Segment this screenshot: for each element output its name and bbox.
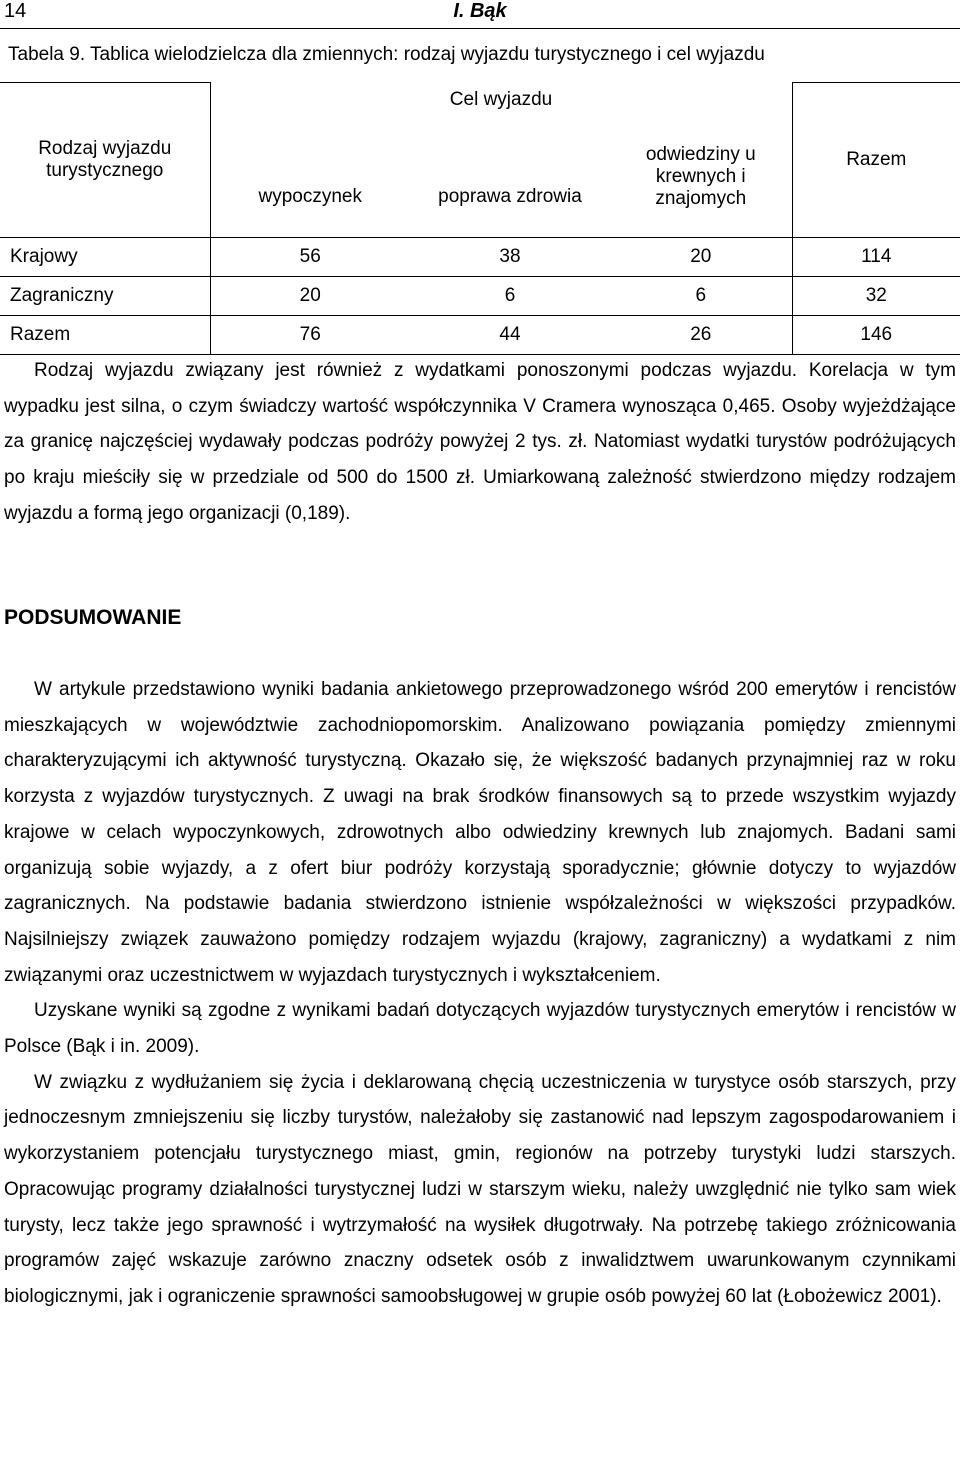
paragraph: Rodzaj wyjazdu związany jest również z wydatkami ponoszonymi podczas wyjazdu. Korelacja w tym wypadku jest silna, o czym świadczy wartość współczynnika V Cramera wynosząca 0,465. Osoby wyjeżdżające za granicę najczęściej wydawały podczas podróży powyżej 2 tys. zł. Natomiast wydatki turystów podróżujących po kraju mieściły się w przedziale od 500 do 1500 zł. Umiarkowaną zależność stwierdzono między rodzajem wyjazdu a formą jego organizacji (0,189). (4, 360, 956, 524)
row-header: Rodzaj wyjazdu turystycznego (38, 137, 172, 181)
page-number: 14 (4, 0, 27, 22)
row-label-krajowy: Krajowy (0, 237, 210, 276)
row-header-cell (0, 83, 210, 238)
table-cell: 6 (410, 276, 610, 315)
table-cell: 56 (210, 237, 410, 276)
body-paragraph-1 (4, 353, 956, 532)
row-label-zagraniczny: Zagraniczny (0, 276, 210, 315)
table-cell: 146 (792, 315, 960, 354)
table-cell: 26 (610, 315, 792, 354)
row-label-razem: Razem (0, 315, 210, 354)
table-cell: 20 (610, 237, 792, 276)
section-heading: PODSUMOWANIE (4, 606, 182, 629)
col-header-wypoczynek: wypoczynek (258, 185, 362, 207)
group-header: Cel wyjazdu (449, 88, 553, 110)
total-header: Razem (792, 83, 960, 238)
col-header-poprawa-zdrowia: poprawa zdrowia (438, 185, 582, 207)
table-cell: 76 (210, 315, 410, 354)
table-cell: 114 (792, 237, 960, 276)
page-header (0, 0, 960, 29)
summary-paragraph-3: W związku z wydłużaniem się życia i deklarowaną chęcią uczestniczenia w turystyce osób starszych, przy jednoczesnym zmniejszeniu się liczby turystów, należałoby się zastanowić nad lepszym zagospodarowaniem i wykorzystaniem potencjału turystycznego miast, gmin, regionów na potrzeby turystyki ludzi starszych. Opracowując programy działalności turystycznej ludzi w starszym wieku, należy uwzględnić nie tylko sam wiek turysty, lecz także jego sprawność i wytrzymałość na wysiłek długotrwały. Na potrzebę takiego zróżnicowania programów zajęć wskazuje zarówno znaczny odsetek osób z inwalidztwem uwarunkowanym czynnikami biologicznymi, jak i ograniczenie sprawności samoobsługowej w grupie osób powyżej 60 lat (Łobożewicz 2001). (4, 1071, 956, 1307)
summary-paragraph-1: W artykule przedstawiono wyniki badania ankietowego przeprowadzonego wśród 200 emerytów i rencistów mieszkających w województwie zachodniopomorskim. Analizowano powiązania pomiędzy zmiennymi charakteryzującymi ich aktywność turystyczną. Okazało się, że większość badanych przynajmniej raz w roku korzysta z wyjazdów turystycznych. Z uwagi na brak środków finansowych są to przede wszystkim wyjazdy krajowe w celach wypoczynkowych, zdrowotnych albo odwiedziny krewnych lub znajomych. Badani sami organizują sobie wyjazdy, a z ofert biur podróży korzystają sporadycznie; głównie dotyczy to wyjazdów zagranicznych. Na podstawie badania stwierdzono istnienie współzależności w większości przypadków. Najsilniejszy związek zauważono pomiędzy rodzajem wyjazdu (krajowy, zagraniczny) a wydatkami z nim związanymi oraz uczestnictwem w wyjazdach turystycznych i wykształceniem. (4, 679, 956, 986)
table-cell: 38 (410, 237, 610, 276)
table-cell: 20 (210, 276, 410, 315)
table-caption: Tabela 9. Tablica wielodzielcza dla zmiennych: rodzaj wyjazdu turystycznego i cel wyjazdu (8, 44, 765, 65)
table-cell: 32 (792, 276, 960, 315)
col-header-odwiedziny: odwiedziny u krewnych i znajomych (645, 143, 756, 209)
table-cell: 6 (610, 276, 792, 315)
summary-paragraph-2: Uzyskane wyniki są zgodne z wynikami badań dotyczących wyjazdów turystycznych emerytów i rencistów w Polsce (Bąk i in. 2009). (4, 1000, 956, 1058)
summary-section (4, 672, 956, 1315)
running-title: I. Bąk (453, 0, 507, 22)
table-cell: 44 (410, 315, 610, 354)
contingency-table (0, 82, 960, 355)
